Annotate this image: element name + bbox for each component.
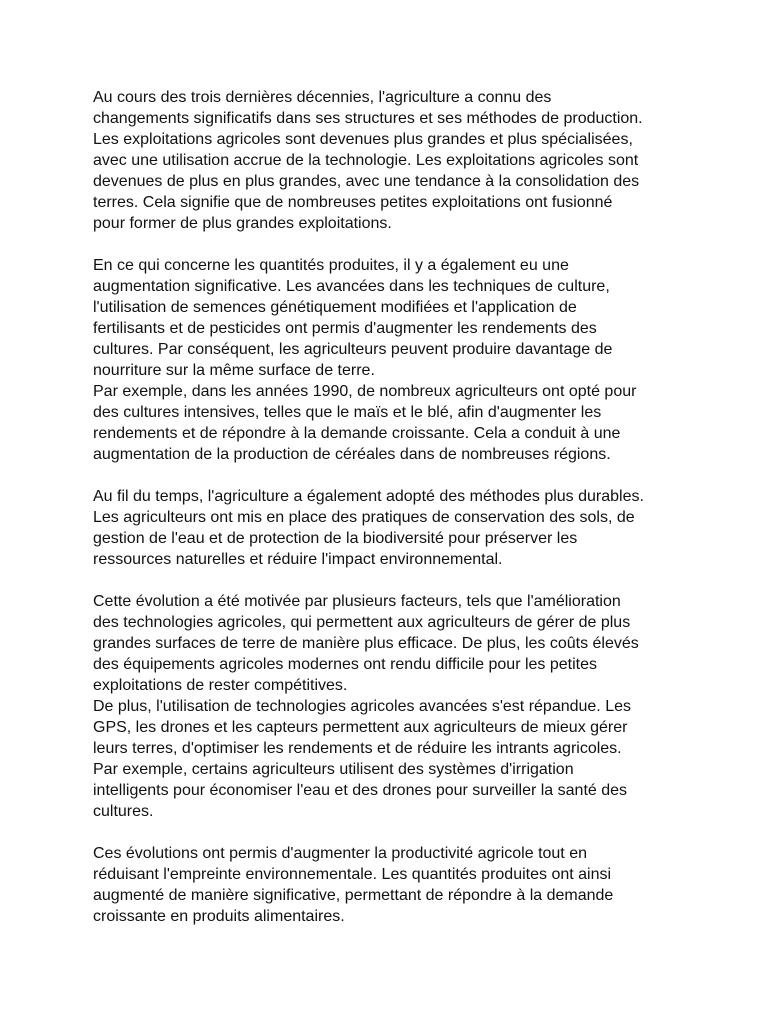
text-line: Au fil du temps, l'agriculture a également adopté des méthodes plus durables.: [93, 488, 644, 505]
text-line: terres. Cela signifie que de nombreuses petites exploitations ont fusionné: [93, 194, 613, 211]
text-line: GPS, les drones et les capteurs permettent aux agriculteurs de mieux gérer: [93, 719, 628, 736]
paragraph-block-3: [93, 486, 713, 570]
text-line: Les agriculteurs ont mis en place des pratiques de conservation des sols, de: [93, 509, 635, 526]
text-line: croissante en produits alimentaires.: [93, 908, 345, 925]
text-line: augmenté de manière significative, permettant de répondre à la demande: [93, 887, 614, 904]
text-line: intelligents pour économiser l'eau et des drones pour surveiller la santé des: [93, 782, 628, 799]
document-body: [93, 87, 713, 948]
text-line: Cette évolution a été motivée par plusieurs facteurs, tels que l'amélioration: [93, 593, 621, 610]
text-line: cultures.: [93, 803, 154, 820]
text-line: devenues de plus en plus grandes, avec une tendance à la consolidation des: [93, 173, 640, 190]
text-line: augmentation de la production de céréales dans de nombreuses régions.: [93, 446, 611, 463]
text-line: réduisant l'empreinte environnementale. Les quantités produites ont ainsi: [93, 866, 612, 883]
text-line: En ce qui concerne les quantités produites, il y a également eu une: [93, 257, 569, 274]
paragraph-block-4: [93, 591, 713, 822]
paragraph-block-5: [93, 843, 713, 927]
text-line: Au cours des trois dernières décennies, l'agriculture a connu des: [93, 89, 552, 106]
text-line: augmentation significative. Les avancées dans les techniques de culture,: [93, 278, 610, 295]
text-line: des cultures intensives, telles que le maïs et le blé, afin d'augmenter les: [93, 404, 602, 421]
text-line: pour former de plus grandes exploitations.: [93, 215, 392, 232]
text-line: gestion de l'eau et de protection de la biodiversité pour préserver les: [93, 530, 578, 547]
text-line: avec une utilisation accrue de la technologie. Les exploitations agricoles sont: [93, 152, 639, 169]
text-line: changements significatifs dans ses structures et ses méthodes de production.: [93, 110, 643, 127]
text-line: Par exemple, dans les années 1990, de nombreux agriculteurs ont opté pour: [93, 383, 637, 400]
text-line: De plus, l'utilisation de technologies agricoles avancées s'est répandue. Les: [93, 698, 631, 715]
text-line: ressources naturelles et réduire l'impact environnemental.: [93, 551, 503, 568]
text-line: l'utilisation de semences génétiquement modifiées et l'application de: [93, 299, 577, 316]
text-line: des équipements agricoles modernes ont rendu difficile pour les petites: [93, 656, 597, 673]
text-line: des technologies agricoles, qui permettent aux agriculteurs de gérer de plus: [93, 614, 631, 631]
text-line: fertilisants et de pesticides ont permis d'augmenter les rendements des: [93, 320, 597, 337]
text-line: leurs terres, d'optimiser les rendements et de réduire les intrants agricoles.: [93, 740, 622, 757]
text-line: Les exploitations agricoles sont devenues plus grandes et plus spécialisées,: [93, 131, 633, 148]
text-line: grandes surfaces de terre de manière plus efficace. De plus, les coûts élevés: [93, 635, 639, 652]
text-line: nourriture sur la même surface de terre.: [93, 362, 375, 379]
text-line: Par exemple, certains agriculteurs utilisent des systèmes d'irrigation: [93, 761, 574, 778]
text-line: cultures. Par conséquent, les agriculteurs peuvent produire davantage de: [93, 341, 613, 358]
paragraph-block-1: [93, 87, 713, 234]
text-line: exploitations de rester compétitives.: [93, 677, 348, 694]
text-line: Ces évolutions ont permis d'augmenter la productivité agricole tout en: [93, 845, 587, 862]
text-line: rendements et de répondre à la demande croissante. Cela a conduit à une: [93, 425, 621, 442]
paragraph-block-2: [93, 255, 713, 465]
